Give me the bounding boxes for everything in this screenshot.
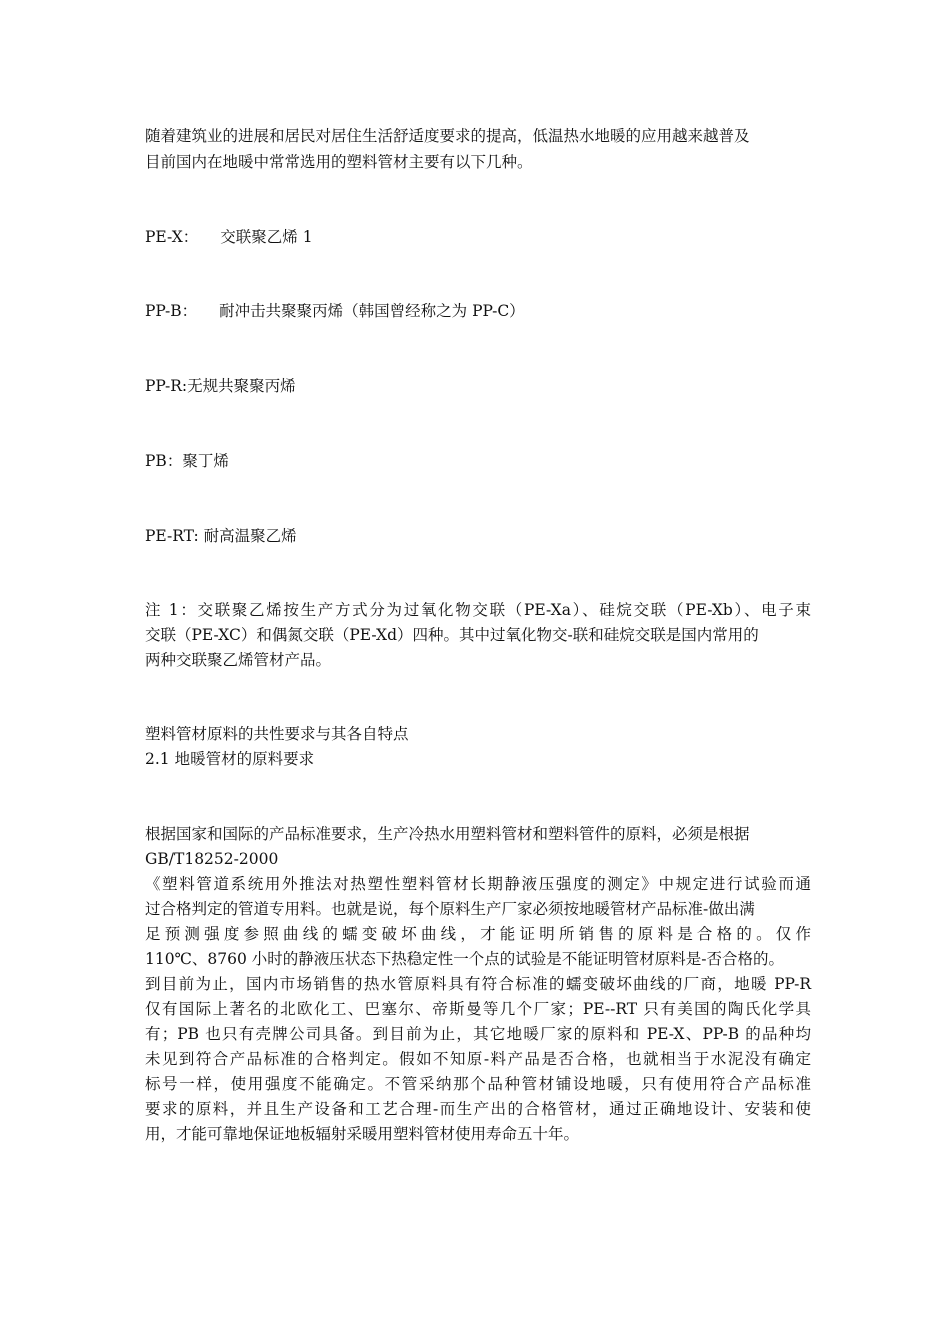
subsection-title: 2.1 地暖管材的原料要求 bbox=[145, 750, 315, 768]
note-line-1: 注 1：交联聚乙烯按生产方式分为过氧化物交联（PE-Xa）、硅烷交联（PE-Xb）、电子束 bbox=[145, 601, 811, 619]
body-line-2: GB/T18252-2000 bbox=[145, 850, 279, 868]
material-pe-x bbox=[145, 225, 313, 249]
material-pb: PB：聚丁烯 bbox=[145, 452, 229, 470]
body-line-5: 足预测强度参照曲线的蠕变破坏曲线，才能证明所销售的原料是合格的。仅作 bbox=[145, 925, 811, 943]
material-code: PP-B： bbox=[145, 302, 198, 320]
body-line-4: 过合格判定的管道专用料。也就是说，每个原料生产厂家必须按地暖管材产品标准-做出满 bbox=[145, 900, 755, 918]
body-line-9: 有；PB 也只有壳牌公司具备。到目前为止，其它地暖厂家的原料和 PE-X、PP-B 的品种均 bbox=[145, 1025, 811, 1043]
body-line-3: 《塑料管道系统用外推法对热塑性塑料管材长期静液压强度的测定》中规定进行试验而通 bbox=[145, 875, 811, 893]
body-line-11: 标号一样，使用强度不能确定。不管采纳那个品种管材铺设地暖，只有使用符合产品标准 bbox=[145, 1075, 811, 1093]
body-line-12: 要求的原料，并且生产设备和工艺合理-而生产出的合格管材，通过正确地设计、安装和使 bbox=[145, 1100, 811, 1118]
body-line-13: 用，才能可靠地保证地板辐射采暖用塑料管材使用寿命五十年。 bbox=[145, 1125, 580, 1143]
body-line-8: 仅有国际上著名的北欧化工、巴塞尔、帝斯曼等几个厂家；PE--RT 只有美国的陶氏化学具 bbox=[145, 1000, 811, 1018]
note-line-3: 两种交联聚乙烯管材产品。 bbox=[145, 651, 332, 669]
body-line-6: 110℃、8760 小时的静液压状态下热稳定性一个点的试验是不能证明管材原料是-否合格的。 bbox=[145, 950, 785, 968]
intro-line-1: 随着建筑业的进展和居民对居住生活舒适度要求的提高，低温热水地暖的应用越来越普及 bbox=[145, 127, 750, 145]
material-pp-r: PP-R:无规共聚聚丙烯 bbox=[145, 377, 296, 395]
material-pp-b bbox=[145, 299, 525, 323]
material-desc: 交联聚乙烯 1 bbox=[220, 228, 313, 246]
material-desc: 耐冲击共聚聚丙烯（韩国曾经称之为 PP-C） bbox=[219, 302, 525, 320]
material-code: PE-X： bbox=[145, 228, 199, 246]
section-title: 塑料管材原料的共性要求与其各自特点 bbox=[145, 725, 409, 743]
body-line-10: 未见到符合产品标准的合格判定。假如不知原-料产品是否合格，也就相当于水泥没有确定 bbox=[145, 1050, 811, 1068]
note-line-2: 交联（PE-XC）和偶氮交联（PE-Xd）四种。其中过氧化物交-联和硅烷交联是国内常用的 bbox=[145, 626, 759, 644]
intro-line-2: 目前国内在地暖中常常选用的塑料管材主要有以下几种。 bbox=[145, 153, 533, 171]
body-line-7: 到目前为止，国内市场销售的热水管原料具有符合标准的蠕变破坏曲线的厂商，地暖 PP-R bbox=[145, 975, 811, 993]
body-line-1: 根据国家和国际的产品标准要求，生产冷热水用塑料管材和塑料管件的原料，必须是根据 bbox=[145, 825, 750, 843]
material-pe-rt: PE-RT: 耐高温聚乙烯 bbox=[145, 527, 297, 545]
